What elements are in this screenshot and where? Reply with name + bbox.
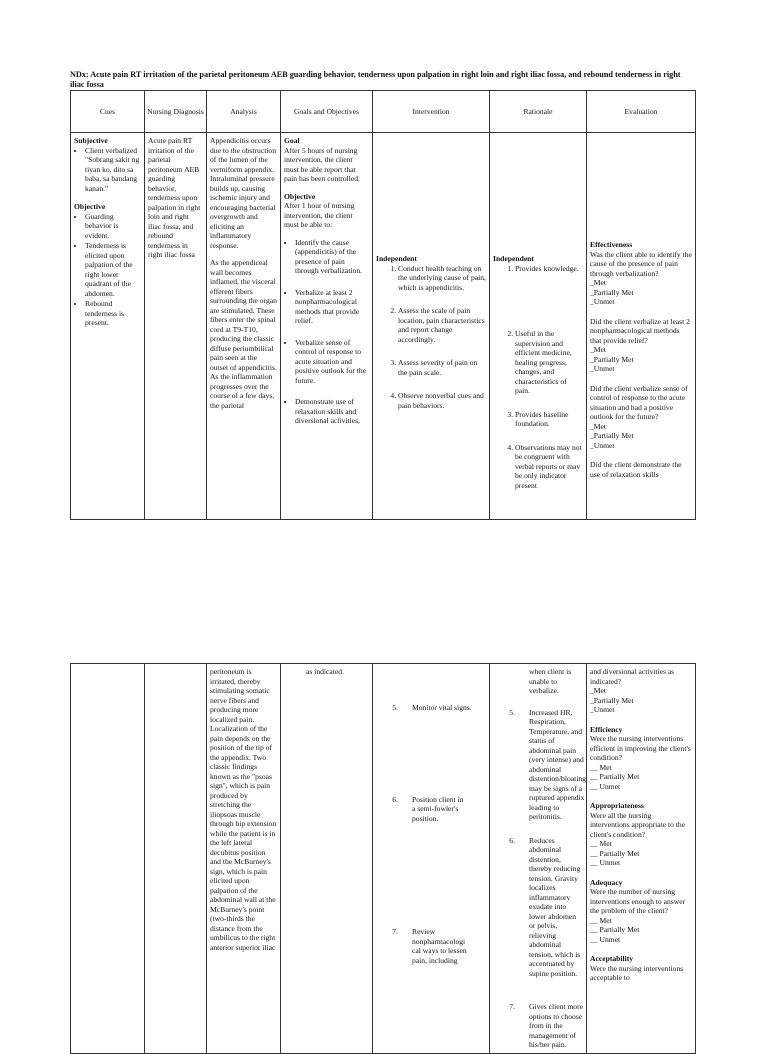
header-goals: Goals and Objectives	[281, 91, 373, 133]
objective-item: • Demonstrate use of relaxation skills and diversional activities,	[295, 397, 369, 426]
rationale-item: 6. Reduces abdominal distention, thereby reducing tension. Gravity localizes inflammatory exudate into lower abdomen or pelvis, relieving abdominal tension, which is accentuated by supine position.	[509, 835, 581, 978]
efficiency-question: Were the nursing interventions efficient in improving the client's condition?	[590, 734, 691, 762]
option-unmet: _Unmet	[590, 364, 615, 373]
intervention-label: Independent	[376, 254, 417, 263]
rationale-item: 1. Provides knowledge.	[515, 264, 583, 274]
option-met: __ Met	[590, 915, 612, 925]
cues-cell	[71, 133, 145, 520]
cues-cell-empty	[71, 664, 145, 1054]
evaluation-continued: and diversional activities as indicated?	[590, 667, 675, 686]
option-partially-met: _Partially Met	[590, 431, 634, 440]
option-unmet: _Unmet	[590, 705, 615, 714]
objective-cues-list	[74, 212, 141, 328]
objective-item: • Verbalize sense of control of response to acute situation and positive outlook for the future.	[295, 338, 369, 386]
objective-item: • Verbalize at least 2 nonpharmacological methods that provide relief.	[295, 288, 369, 326]
subjective-item: • Client verbalized "Sobrang sakit ng tiyan ko, dito sa baba, sa bandang kanan."	[85, 146, 141, 194]
objective-label: Objective	[284, 191, 316, 201]
objective-cue-item: • Guarding behavior is evident.	[85, 212, 141, 241]
option-partially-met: _Partially Met	[590, 287, 634, 297]
goal-label: Goal	[284, 136, 300, 145]
option-unmet: _Unmet	[590, 297, 615, 306]
adequacy-question: Were the number of nursing interventions enough to answer the problem of the client?	[590, 887, 686, 915]
objective-cues-label: Objective	[74, 202, 106, 211]
appropriateness-question: Were all the nursing interventions appropriate to the client's condition?	[590, 810, 686, 839]
objective-cue-item: • Rebound tenderness is present.	[85, 299, 141, 328]
intervention-item: 6. Position client in a semi-fowler's position.	[392, 794, 464, 823]
objective-text: After 1 hour of nursing intervention, the client must be able to:	[284, 201, 355, 229]
header-nursing-diagnosis: Nursing Diagnosis	[145, 91, 207, 133]
acceptability-question: Were the nursing interventions acceptable to	[590, 963, 684, 982]
evaluation-cell	[587, 664, 696, 1054]
objective-list	[284, 238, 369, 426]
option-partially-met: _Partially Met	[590, 354, 634, 364]
rationale-cell	[490, 664, 587, 1054]
acceptability-label: Acceptability	[590, 954, 634, 963]
option-met: __ Met	[590, 762, 612, 772]
rationale-item: 7. Gives client more options to choose from in the management of his/her pain.	[509, 1002, 583, 1049]
analysis-cell	[207, 133, 281, 520]
intervention-item: 3. Assess severity of pain on the pain scale.	[398, 358, 486, 377]
option-partially-met: __ Partially Met	[590, 848, 640, 858]
effectiveness-label: Effectiveness	[590, 240, 633, 249]
nursing-diagnosis-title: NDx: Acute pain RT irritation of the parietal peritoneum AEB guarding behavior, tenderness upon palpation in right loin and right iliac fossa, and rebound tenderness in right iliac fossa	[70, 70, 681, 89]
rationale-item: 2. Useful in the supervision and efficient medicine, healing progress, changes, and characteristics of pain.	[515, 329, 583, 396]
option-unmet: __ Unmet	[590, 934, 621, 944]
analysis-paragraph: Appendicitis occurs due to the obstruction of the lumen of the vermiform appendix. Intraluminal pressure builds up, causing ischemic injury and encouraging bacterial overgrowth and eliciting an inflammatory response.	[210, 136, 277, 250]
care-plan-table-page-1	[70, 90, 696, 520]
intervention-item: 2. Assess the scale of pain location, pain characteristics and report change accordingly.	[398, 306, 486, 344]
intervention-cell	[373, 133, 490, 520]
intervention-list	[376, 264, 486, 411]
efficiency-label: Efficiency	[590, 724, 623, 734]
adequacy-label: Adequacy	[590, 877, 623, 887]
objective-item: • Identify the cause (appendicitis) of the presence of pain through verbalization.	[295, 238, 369, 276]
content-row	[71, 133, 696, 520]
content-row	[71, 664, 696, 1054]
diagnosis-cell: Acute pain RT irritation of the parietal peritoneum AEB guarding behavior, tenderness upon palpation in right loin and right iliac fossa, and rebound tenderness in right iliac fossa	[145, 133, 207, 520]
intervention-item: 5. Monitor vital signs.	[392, 703, 472, 712]
analysis-paragraph: As the appendiceal wall becomes inflamed, the visceral efferent fibers surrounding the organ are stimulated. These fibers enter the spinal cord at T9-T10, producing the classic diffuse periumbilical pain seen at the outset of appendicitis. As the inflammation progresses over the course of a few days, the parietal	[210, 258, 277, 410]
header-analysis: Analysis	[207, 91, 281, 133]
header-evaluation: Evaluation	[587, 91, 696, 133]
option-met: _Met	[590, 686, 607, 695]
option-partially-met: __ Partially Met	[590, 925, 640, 934]
evaluation-question: Was the client able to identify the cause of the presence of pain through verbalization?	[590, 249, 692, 278]
option-partially-met: _Partially Met	[590, 695, 634, 705]
intervention-item: 1. Conduct health teaching on the underlying cause of pain, which is appendicitis.	[398, 264, 486, 293]
goals-cell	[281, 664, 373, 1054]
rationale-list	[493, 264, 583, 491]
intervention-item: 4. Observe nonverbal cues and pain behaviors.	[398, 391, 486, 410]
evaluation-cell	[587, 133, 696, 520]
evaluation-question: Did the client demonstrate the use of relaxation skills	[590, 460, 682, 479]
option-unmet: __ Unmet	[590, 858, 621, 867]
subjective-label: Subjective	[74, 136, 108, 145]
rationale-item: 3. Provides baseline foundation.	[515, 410, 583, 429]
evaluation-question: Did the client verbalize at least 2 nonpharmacological methods that provide relief?	[590, 316, 690, 345]
evaluation-question: Did the client verbalize sense of control of response to the acute situation and had a positive outlook for the future?	[590, 383, 688, 421]
header-rationale: Rationale	[490, 91, 587, 133]
option-met: _Met	[590, 278, 607, 287]
goals-continued: as indicated.	[306, 667, 344, 676]
goals-cell	[281, 133, 373, 520]
rationale-item: 4. Observations may not be congruent with verbal reports or may be only indicator present	[515, 443, 583, 491]
care-plan-table-page-2	[70, 663, 696, 1054]
header-intervention: Intervention	[373, 91, 490, 133]
goal-text: After 5 hours of nursing intervention, the client must be able report that pain has been controlled.	[284, 145, 360, 183]
objective-cue-item: • Tenderness is elicited upon palpation of the right lower quadrant of the abdomen.	[85, 241, 141, 298]
subjective-list	[74, 146, 141, 194]
option-partially-met: __ Partially Met	[590, 772, 640, 781]
option-unmet: _Unmet	[590, 440, 615, 450]
header-row	[71, 91, 696, 133]
option-met: _Met	[590, 421, 607, 431]
rationale-label: Independent	[493, 254, 534, 263]
rationale-continued: when client is unable to verbalize.	[529, 667, 572, 695]
intervention-cell	[373, 664, 490, 1054]
rationale-item: 5. Increased HR, Respiration, Temperature, and status of abdominal pain (very intense) and abdominal distention/bloating may be signs of a ruptured appendix leading to peritonitis.	[509, 707, 586, 821]
rationale-cell	[490, 133, 587, 520]
appropriateness-label: Appropriateness	[590, 801, 644, 810]
option-met: __ Met	[590, 839, 612, 848]
header-cues: Cues	[71, 91, 145, 133]
analysis-cell: peritoneum is irritated, thereby stimulating somatic nerve fibers and producing more localized pain. Localization of the pain depends on the position of the tip of the appendix. Two classic findings known as the "psoas sign", which is pain produced by stretching the iliopsoas muscle through hip extension while the patient is in the left lateral decubitus position and the McBurney's sign, which is pain elicited upon palpation of the abdominal wall at the McBurney's point (two-thirds the distance from the umbilicus to the right anterior superior iliac	[207, 664, 281, 1054]
diagnosis-cell-empty	[145, 664, 207, 1054]
option-unmet: __ Unmet	[590, 781, 621, 791]
option-met: _Met	[590, 345, 607, 354]
intervention-item: 7. Review nonpharmacological ways to lessen pain, including	[392, 927, 467, 965]
